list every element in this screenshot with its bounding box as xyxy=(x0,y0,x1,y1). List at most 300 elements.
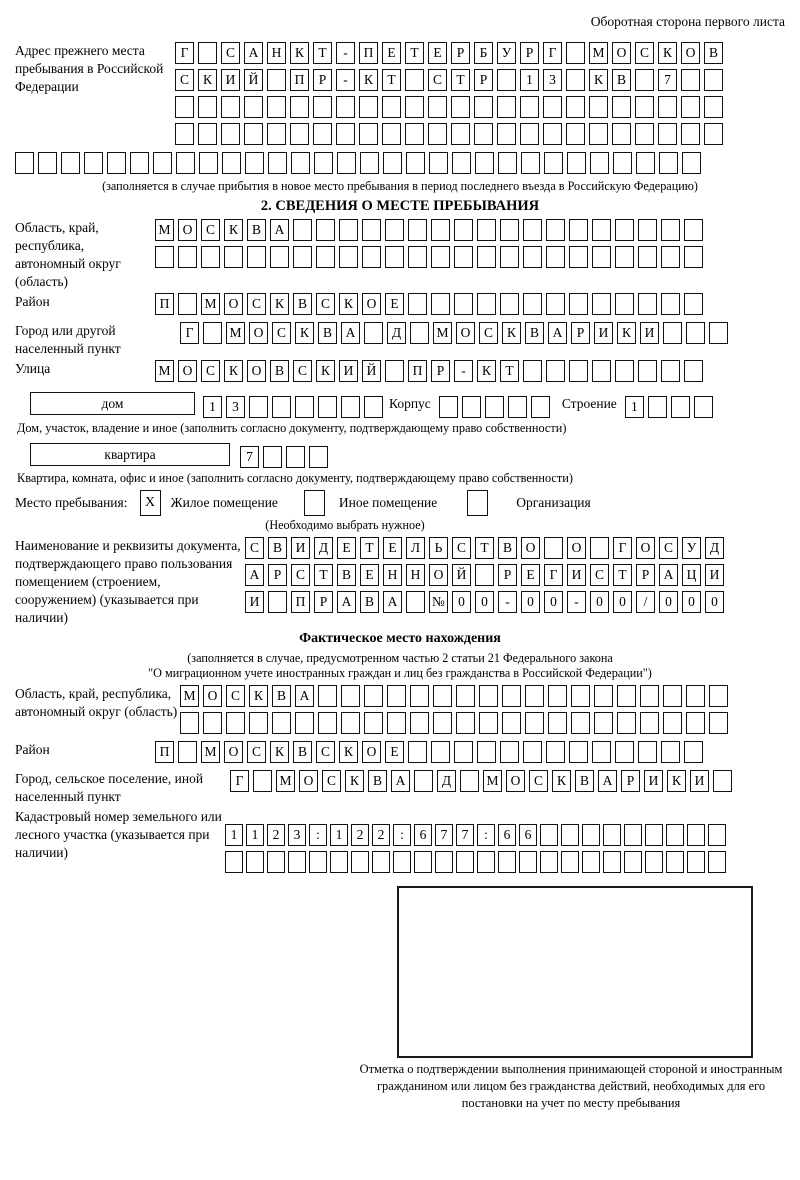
char-cell xyxy=(431,293,450,315)
char-cell xyxy=(267,96,286,118)
char-cell: 0 xyxy=(659,591,678,613)
char-cell xyxy=(153,152,172,174)
char-cell xyxy=(316,219,335,241)
prev-address-row-3 xyxy=(175,96,727,119)
char-cell xyxy=(410,712,429,734)
char-cell: А xyxy=(295,685,314,707)
char-cell: К xyxy=(339,293,358,315)
char-cell xyxy=(681,123,700,145)
house-caption: Дом, участок, владение и иное (заполнить согласно документу, подтверждающему право собственности) xyxy=(17,420,567,435)
char-cell: Р xyxy=(621,770,640,792)
char-cell xyxy=(561,824,579,846)
char-cell xyxy=(245,152,264,174)
district-label: Район xyxy=(15,294,50,310)
char-cell xyxy=(502,712,521,734)
char-cell xyxy=(387,685,406,707)
prev-address-extra-row xyxy=(15,152,785,175)
street-label: Улица xyxy=(15,360,51,376)
char-cell: А xyxy=(341,322,360,344)
char-cell: И xyxy=(705,564,724,586)
char-cell: М xyxy=(155,360,174,382)
char-cell: Г xyxy=(544,564,563,586)
char-cell: С xyxy=(226,685,245,707)
char-cell xyxy=(613,152,632,174)
actual-city-label: Город, сельское поселение, иной населенный пункт xyxy=(15,771,204,805)
char-cell xyxy=(681,69,700,91)
char-cell xyxy=(500,293,519,315)
char-cell: - xyxy=(336,69,355,91)
char-cell xyxy=(663,712,682,734)
char-cell: Е xyxy=(385,741,404,763)
char-cell xyxy=(246,851,264,873)
char-cell xyxy=(341,685,360,707)
char-cell xyxy=(178,741,197,763)
char-cell xyxy=(247,246,266,268)
char-cell xyxy=(704,123,723,145)
char-cell xyxy=(382,123,401,145)
street-row xyxy=(155,360,707,383)
char-cell xyxy=(435,851,453,873)
char-cell: Р xyxy=(313,69,332,91)
char-cell xyxy=(408,741,427,763)
korpus-label: Корпус xyxy=(389,396,431,412)
char-cell: С xyxy=(272,322,291,344)
char-cell xyxy=(383,152,402,174)
char-cell xyxy=(624,824,642,846)
char-cell xyxy=(201,246,220,268)
char-cell xyxy=(362,219,381,241)
char-cell xyxy=(477,741,496,763)
char-cell: В xyxy=(704,42,723,64)
char-cell xyxy=(293,246,312,268)
char-cell xyxy=(341,396,360,418)
char-cell: Р xyxy=(571,322,590,344)
char-cell xyxy=(640,712,659,734)
char-cell xyxy=(405,123,424,145)
char-cell: Т xyxy=(500,360,519,382)
char-cell xyxy=(272,396,291,418)
char-cell xyxy=(175,96,194,118)
page-side-note: Оборотная сторона первого листа xyxy=(590,14,785,29)
prev-address-row-1 xyxy=(175,42,727,65)
char-cell xyxy=(561,851,579,873)
char-cell: 0 xyxy=(544,591,563,613)
actual-location-title: Фактическое место нахождения xyxy=(299,630,501,646)
char-cell: С xyxy=(590,564,609,586)
char-cell: И xyxy=(594,322,613,344)
char-cell xyxy=(203,712,222,734)
char-cell: И xyxy=(644,770,663,792)
char-cell: Р xyxy=(498,564,517,586)
char-cell xyxy=(661,293,680,315)
char-cell xyxy=(594,712,613,734)
char-cell xyxy=(709,712,728,734)
char-cell xyxy=(592,219,611,241)
char-cell xyxy=(592,741,611,763)
char-cell xyxy=(566,123,585,145)
char-cell xyxy=(475,152,494,174)
char-cell xyxy=(362,246,381,268)
apartment-line xyxy=(30,439,785,469)
char-cell: М xyxy=(180,685,199,707)
char-cell xyxy=(713,770,732,792)
char-cell: О xyxy=(567,537,586,559)
char-cell xyxy=(592,246,611,268)
actual-region-row-2 xyxy=(180,712,732,735)
city-label: Город или другой населенный пункт xyxy=(15,323,121,357)
actual-region-group xyxy=(15,685,785,739)
char-cell xyxy=(477,293,496,315)
char-cell: М xyxy=(276,770,295,792)
region-row-2 xyxy=(155,246,707,269)
char-cell xyxy=(38,152,57,174)
char-cell: 6 xyxy=(498,824,516,846)
char-cell: В xyxy=(268,537,287,559)
char-cell: К xyxy=(316,360,335,382)
char-cell: О xyxy=(429,564,448,586)
char-cell xyxy=(684,219,703,241)
char-cell xyxy=(431,246,450,268)
char-cell: П xyxy=(359,42,378,64)
char-cell xyxy=(694,396,713,418)
stamp-box xyxy=(397,886,753,1058)
char-cell: 7 xyxy=(658,69,677,91)
district-row xyxy=(155,293,707,316)
char-cell xyxy=(454,246,473,268)
char-cell: С xyxy=(201,219,220,241)
char-cell xyxy=(286,446,305,468)
char-cell: К xyxy=(359,69,378,91)
char-cell xyxy=(451,96,470,118)
char-cell: И xyxy=(690,770,709,792)
char-cell xyxy=(543,123,562,145)
char-cell xyxy=(360,152,379,174)
char-cell xyxy=(290,123,309,145)
char-cell xyxy=(410,322,429,344)
char-cell: Б xyxy=(474,42,493,64)
actual-region-row-1 xyxy=(180,685,732,708)
prev-address-row-2 xyxy=(175,69,727,92)
char-cell: В xyxy=(368,770,387,792)
char-cell: К xyxy=(345,770,364,792)
char-cell: М xyxy=(483,770,502,792)
char-cell: : xyxy=(477,824,495,846)
char-cell xyxy=(566,96,585,118)
char-cell xyxy=(408,219,427,241)
char-cell xyxy=(612,123,631,145)
char-cell: О xyxy=(521,537,540,559)
char-cell xyxy=(661,246,680,268)
char-cell: 7 xyxy=(240,446,259,468)
char-cell: В xyxy=(272,685,291,707)
char-cell xyxy=(405,69,424,91)
char-cell xyxy=(175,123,194,145)
char-cell: Й xyxy=(244,69,263,91)
char-cell xyxy=(569,741,588,763)
char-cell: С xyxy=(316,741,335,763)
char-cell: О xyxy=(178,360,197,382)
char-cell xyxy=(708,851,726,873)
char-cell xyxy=(686,712,705,734)
char-cell xyxy=(709,322,728,344)
char-cell xyxy=(636,152,655,174)
char-cell xyxy=(500,246,519,268)
char-cell xyxy=(540,851,558,873)
char-cell xyxy=(615,219,634,241)
char-cell: О xyxy=(362,741,381,763)
char-cell: С xyxy=(452,537,471,559)
char-cell xyxy=(456,712,475,734)
char-cell xyxy=(318,712,337,734)
apartment-number-row xyxy=(240,446,332,469)
char-cell xyxy=(318,685,337,707)
region-label: Область, край, республика, автономный округ (область) xyxy=(15,220,121,290)
actual-city-row xyxy=(230,770,736,793)
char-cell: У xyxy=(682,537,701,559)
char-cell xyxy=(497,69,516,91)
char-cell: Д xyxy=(437,770,456,792)
char-cell xyxy=(671,396,690,418)
char-cell xyxy=(313,123,332,145)
char-cell xyxy=(684,246,703,268)
char-cell: Л xyxy=(406,537,425,559)
char-cell xyxy=(477,851,495,873)
char-cell xyxy=(508,396,527,418)
char-cell: К xyxy=(290,42,309,64)
document-row-2 xyxy=(245,564,728,587)
prev-address-label: Адрес прежнего места пребывания в Российской Федерации xyxy=(15,43,164,94)
char-cell: В xyxy=(612,69,631,91)
char-cell: И xyxy=(221,69,240,91)
char-cell xyxy=(617,685,636,707)
char-cell: Ь xyxy=(429,537,448,559)
actual-region-label: Область, край, республика, автономный округ (область) xyxy=(15,686,178,720)
char-cell: А xyxy=(598,770,617,792)
char-cell xyxy=(460,770,479,792)
char-cell xyxy=(531,396,550,418)
char-cell: 2 xyxy=(267,824,285,846)
char-cell: С xyxy=(428,69,447,91)
char-cell xyxy=(290,96,309,118)
char-cell: Г xyxy=(613,537,632,559)
char-cell xyxy=(544,537,563,559)
char-cell xyxy=(408,246,427,268)
char-cell: О xyxy=(247,360,266,382)
checkbox-dwelling-mark: X xyxy=(144,494,156,510)
char-cell: 0 xyxy=(475,591,494,613)
char-cell xyxy=(687,824,705,846)
char-cell: 1 xyxy=(246,824,264,846)
char-cell: О xyxy=(506,770,525,792)
char-cell: 3 xyxy=(288,824,306,846)
char-cell: О xyxy=(681,42,700,64)
char-cell: Т xyxy=(405,42,424,64)
char-cell xyxy=(500,741,519,763)
char-cell: М xyxy=(155,219,174,241)
char-cell xyxy=(84,152,103,174)
char-cell xyxy=(454,219,473,241)
char-cell: Е xyxy=(360,564,379,586)
char-cell xyxy=(393,851,411,873)
char-cell xyxy=(454,293,473,315)
char-cell: К xyxy=(270,741,289,763)
actual-location-caption-1: (заполняется в случае, предусмотренном частью 2 статьи 21 Федерального закона xyxy=(187,650,613,665)
char-cell xyxy=(244,123,263,145)
char-cell xyxy=(382,96,401,118)
char-cell: В xyxy=(293,741,312,763)
char-cell: Е xyxy=(385,293,404,315)
char-cell xyxy=(612,96,631,118)
char-cell xyxy=(704,96,723,118)
char-cell xyxy=(414,851,432,873)
char-cell: А xyxy=(337,591,356,613)
char-cell: 7 xyxy=(435,824,453,846)
cadastral-row-1 xyxy=(225,824,729,847)
char-cell xyxy=(225,851,243,873)
stroenie-row xyxy=(625,396,717,419)
char-cell: 0 xyxy=(682,591,701,613)
char-cell: С xyxy=(293,360,312,382)
char-cell: В xyxy=(247,219,266,241)
char-cell: В xyxy=(270,360,289,382)
char-cell xyxy=(336,123,355,145)
cadastral-row-2 xyxy=(225,851,729,874)
char-cell xyxy=(364,685,383,707)
char-cell: Е xyxy=(428,42,447,64)
korpus-row xyxy=(439,396,554,419)
char-cell: К xyxy=(270,293,289,315)
char-cell: Т xyxy=(451,69,470,91)
char-cell xyxy=(224,246,243,268)
char-cell xyxy=(364,396,383,418)
char-cell xyxy=(548,685,567,707)
char-cell xyxy=(385,246,404,268)
char-cell xyxy=(249,396,268,418)
char-cell: К xyxy=(589,69,608,91)
option-organization-label: Организация xyxy=(516,494,591,510)
char-cell xyxy=(571,685,590,707)
char-cell xyxy=(330,851,348,873)
char-cell xyxy=(351,851,369,873)
char-cell: 0 xyxy=(590,591,609,613)
char-cell xyxy=(617,712,636,734)
char-cell xyxy=(452,152,471,174)
char-cell xyxy=(666,824,684,846)
char-cell xyxy=(708,824,726,846)
char-cell xyxy=(288,851,306,873)
char-cell: Й xyxy=(362,360,381,382)
char-cell: П xyxy=(408,360,427,382)
char-cell: А xyxy=(383,591,402,613)
char-cell: 3 xyxy=(543,69,562,91)
char-cell: Н xyxy=(383,564,402,586)
char-cell xyxy=(638,360,657,382)
char-cell: Г xyxy=(180,322,199,344)
char-cell xyxy=(497,96,516,118)
char-cell xyxy=(198,123,217,145)
char-cell: Г xyxy=(543,42,562,64)
char-cell xyxy=(569,360,588,382)
checkbox-dwelling xyxy=(140,490,161,516)
char-cell: С xyxy=(201,360,220,382)
char-cell xyxy=(295,396,314,418)
document-label: Наименование и реквизиты документа, подтверждающего право пользования помещением (строением, сооружением) (указывается при наличии) xyxy=(15,537,241,625)
char-cell xyxy=(263,446,282,468)
char-cell xyxy=(474,96,493,118)
char-cell xyxy=(498,851,516,873)
prev-address-caption: (заполняется в случае прибытия в новое место пребывания в период последнего въезда в Российскую Федерацию) xyxy=(102,179,698,193)
char-cell xyxy=(198,42,217,64)
char-cell xyxy=(199,152,218,174)
prev-address-group xyxy=(15,42,785,150)
char-cell: В xyxy=(575,770,594,792)
char-cell xyxy=(414,770,433,792)
char-cell xyxy=(267,69,286,91)
char-cell xyxy=(364,322,383,344)
char-cell: А xyxy=(391,770,410,792)
char-cell xyxy=(433,712,452,734)
char-cell xyxy=(244,96,263,118)
char-cell xyxy=(456,685,475,707)
char-cell xyxy=(456,851,474,873)
char-cell: К xyxy=(552,770,571,792)
char-cell: 0 xyxy=(705,591,724,613)
char-cell: В xyxy=(337,564,356,586)
section2-title: 2. СВЕДЕНИЯ О МЕСТЕ ПРЕБЫВАНИЯ xyxy=(260,198,540,215)
char-cell: Й xyxy=(452,564,471,586)
char-cell xyxy=(638,293,657,315)
char-cell xyxy=(408,293,427,315)
char-cell xyxy=(519,851,537,873)
char-cell xyxy=(178,246,197,268)
house-type-box: дом xyxy=(30,392,195,415)
char-cell: К xyxy=(667,770,686,792)
stroenie-label: Строение xyxy=(561,396,617,412)
char-cell: К xyxy=(339,741,358,763)
option-dwelling-label: Жилое помещение xyxy=(170,494,278,510)
char-cell xyxy=(410,685,429,707)
char-cell: Р xyxy=(268,564,287,586)
char-cell xyxy=(475,564,494,586)
actual-district-label: Район xyxy=(15,742,50,758)
char-cell xyxy=(523,219,542,241)
char-cell: П xyxy=(290,69,309,91)
char-cell xyxy=(603,824,621,846)
char-cell: О xyxy=(299,770,318,792)
char-cell xyxy=(15,152,34,174)
char-cell: Р xyxy=(474,69,493,91)
char-cell xyxy=(372,851,390,873)
char-cell xyxy=(406,152,425,174)
char-cell: Т xyxy=(382,69,401,91)
char-cell xyxy=(638,741,657,763)
char-cell: П xyxy=(291,591,310,613)
char-cell xyxy=(267,123,286,145)
char-cell xyxy=(339,219,358,241)
option-other-premises-label: Иное помещение xyxy=(338,494,438,510)
char-cell xyxy=(658,123,677,145)
char-cell: Н xyxy=(267,42,286,64)
char-cell: - xyxy=(454,360,473,382)
char-cell xyxy=(635,123,654,145)
char-cell: К xyxy=(224,219,243,241)
char-cell: Т xyxy=(360,537,379,559)
char-cell xyxy=(313,96,332,118)
char-cell xyxy=(590,537,609,559)
char-cell xyxy=(640,685,659,707)
char-cell: 0 xyxy=(613,591,632,613)
char-cell xyxy=(498,152,517,174)
